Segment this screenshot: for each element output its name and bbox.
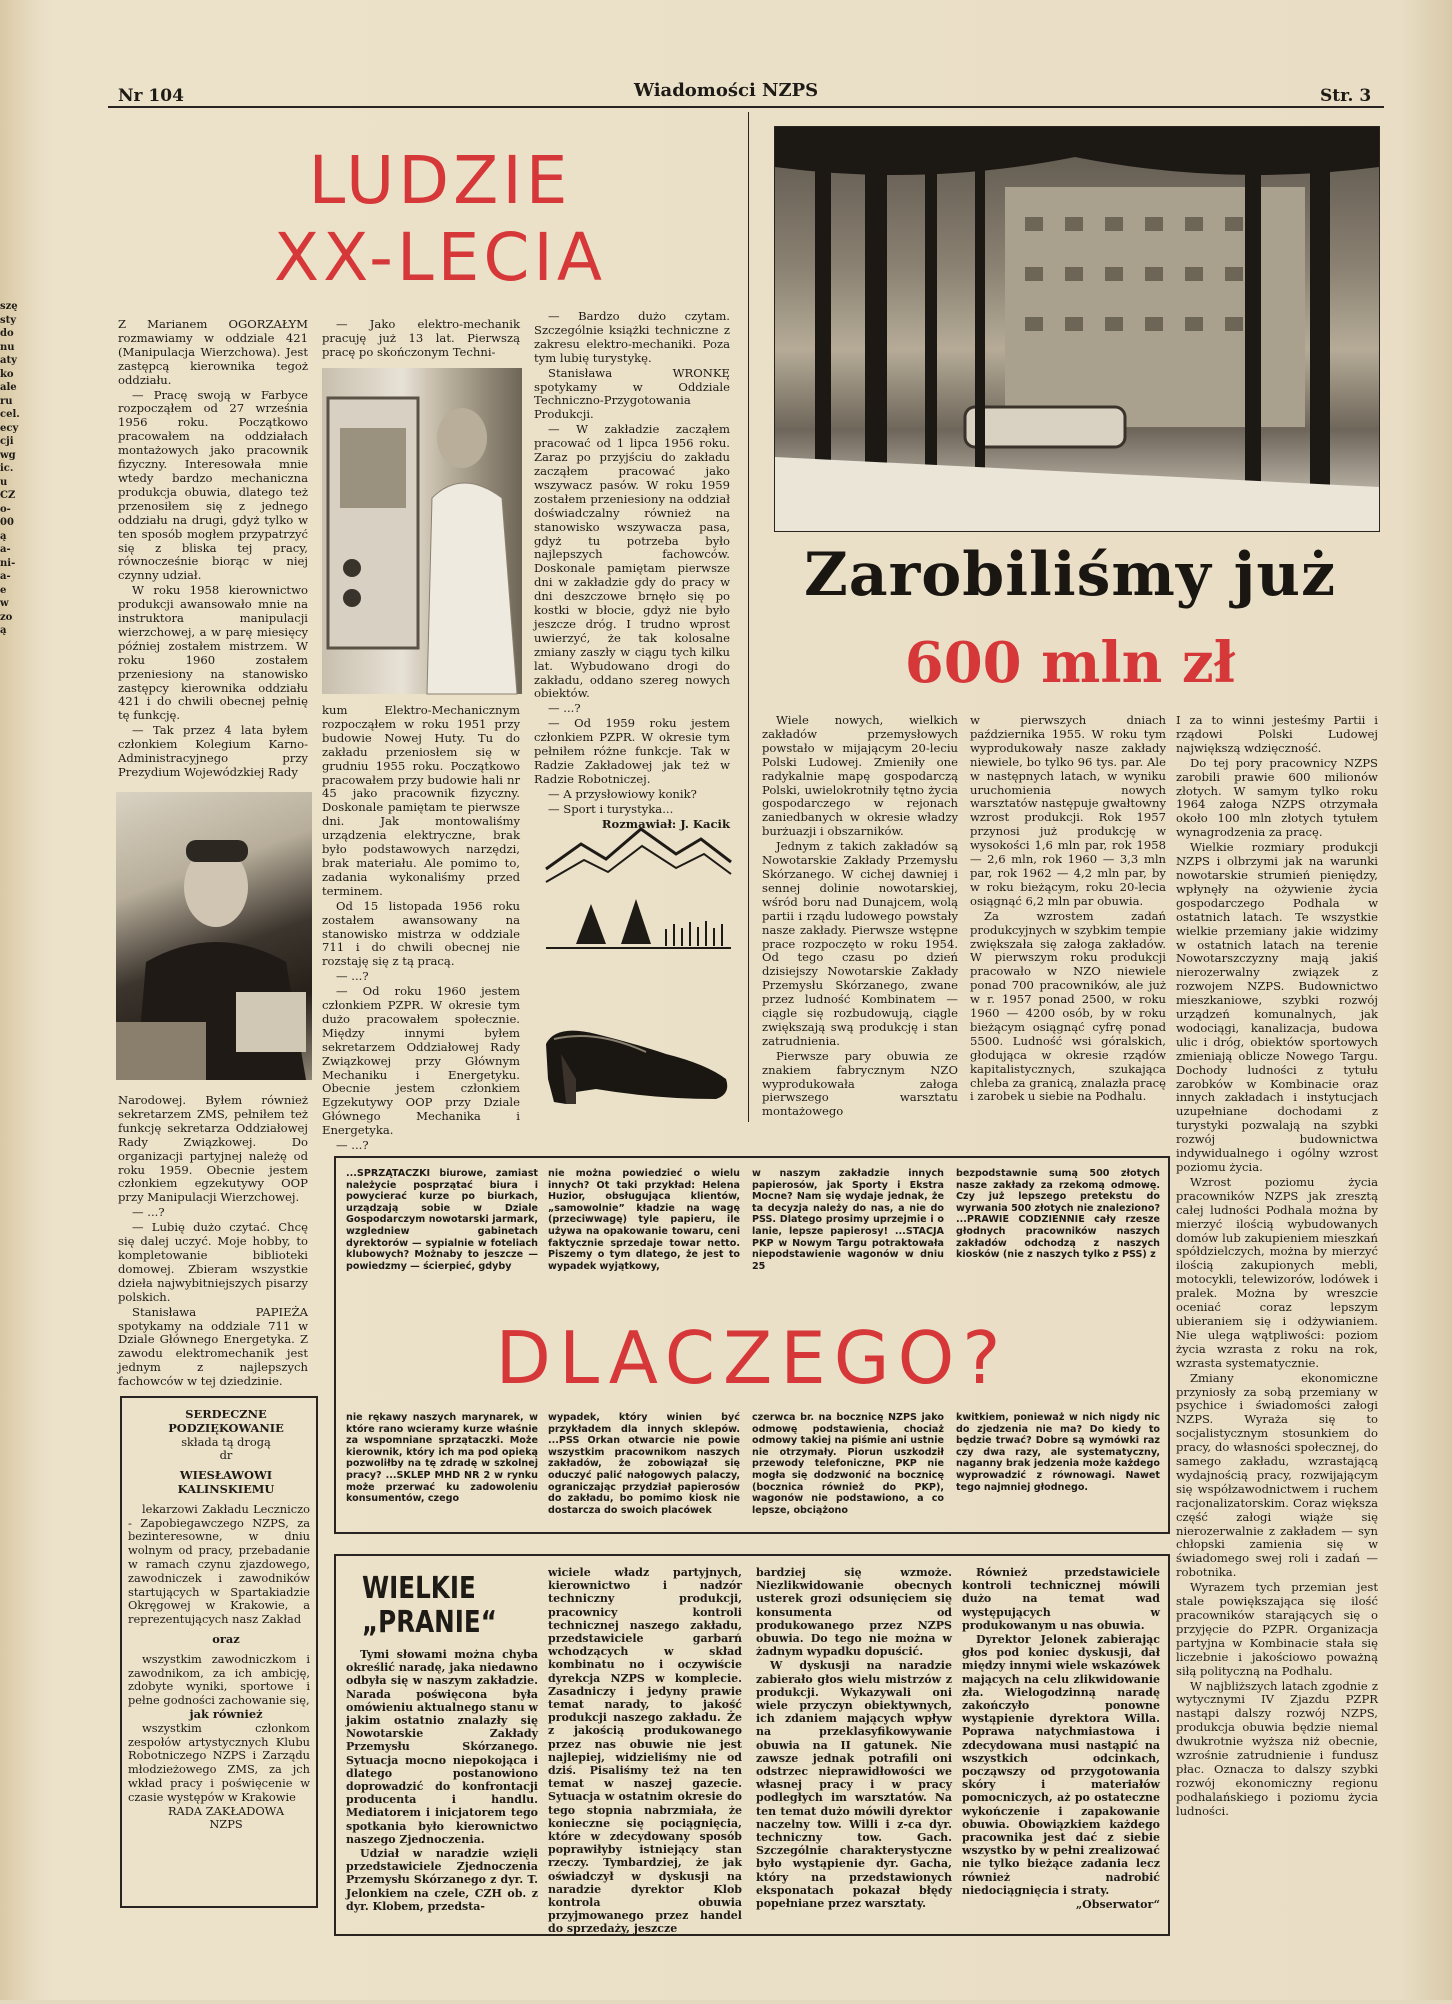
paragraph: Wielkie rozmiary produkcji NZPS i olbrzymi jak na warunki nowotarskie strumień pieniędzy, wpłynęły na ożywienie życia gospodarczego Podhala w ostatnich latach. Te wszystkie wielkie przemiany jakie widzimy w ostatnich latach na terenie Nowotarszczyzny mają jakiś nierozerwalny związek z rozwojem NZPS. Budownictwo mieszkaniowe, szybki rozwój urządzeń komunalnych, jak wodociągi, kanalizacja, budowa ulic i dróg, obiektów sportowych zmieniają oblicze Nowego Targu. Dochody ludności z tytułu zarobków w Kombinacie oraz innych zakładach i instytucjach uzupełniane dochodami z turystyki pozwalają na szybki rozwój budownictwa indywidualnego i ogólny wzrost poziomu życia. — [1176, 840, 1378, 1174]
paragraph: W dyskusji na naradzie zabierało głos wielu mistrzów z produkcji. Wykazywali oni wiele przyczyn obiektywnych, ich zdaniem mających wpływ na przeklasyfikowywanie obuwia na II gatunek. Nie zawsze jednak potrafili oni odstrzec nieprawidłowości we własnej pracy i w pracy podległych im warsztatów. Na ten temat dużo mówili dyrektor naczelny tow. Willi i z-ca dyr. techniczny tow. Gach. Szczególnie charakterystyczne było wystąpienie dyr. Gacha, który na przedstawionych eksponatach pokazał błędy popełniane przez warsztaty. — [756, 1659, 952, 1911]
zarobilismy-column-1 — [762, 714, 958, 1134]
paragraph: Za wzrostem zadań produkcyjnych w szybkim tempie zwiększała się załoga zakładów. W pierwszym roku produkcji pracowało w NZO niewiele ponad 700 pracowników, ale już w r. 1957 ponad 2500, w roku 1960 — 4200 osób, by w roku bieżącym osiągnąć cyfrę ponad 5500. Ludność wsi góralskich, głodująca w okresie rządów kapitalistycznych, szukająca chleba za granicą, znalazła pracę i zarobek u siebie na Podhalu. — [970, 908, 1166, 1104]
issue-number: Nr 104 — [118, 86, 184, 106]
paragraph: — W zakładzie zacząłem pracować od 1 lipca 1956 roku. Zaraz po przyjściu do zakładu zacząłem pracować jako wszywacz pasów. W roku 1959 zostałem przeniesiony na oddział doświadczalny również na stanowisko wszywacza pasa, gdyż tu potrzeba było najlepszych fachowców. Doskonale pamiętam pierwsze dni w zakładzie gdy do pracy w dni deszczowe brnęło się po kostki w błocie, gdyż nie było jeszcze dróg. I trudno wprost uwierzyć, że tak kolosalne zmiany zaszły w ciągu tych kilku lat. Wybudowano drogi do zakładu, oddano szereg nowych obiektów. — [534, 422, 730, 701]
mountains-illustration — [536, 824, 736, 954]
dlaczego-top-column-3: w naszym zakładzie innych papierosów, jak Sporty i Ekstra Mocne? Nam się wydaje jednak, że ta decyzja należy do nas, a nie do PSS. Dlatego prosimy uprzejmie i o lanie, lepsze papierosy! ...STACJA PKP w Nowym Targu potraktowała niepodstawienie wagonów w dniu 25 — [752, 1168, 944, 1272]
paragraph: W najbliższych latach zgodnie z wytycznymi IV Zjazdu PZPR nastąpi dalszy rozwój NZPS, produkcja obuwia będzie niemal dwukrotnie wyższa niż obecnie, wzrośnie zatrudnienie i fundusz płac. Oznacza to dalszy szybki rozwój ekonomiczny regionu podhalańskiego i poziomu życia ludności. — [1176, 1678, 1378, 1818]
paragraph: — Lubię dużo czytać. Chcę się dalej uczyć. Moje hobby, to kompletowanie biblioteki domowej. Zbieram wszystkie dzieła najwybitniejszych pisarzy polskich. — [118, 1220, 308, 1304]
dlaczego-top-column-1: ...SPRZĄTACZKI biurowe, zamiast należycie posprzątać biura i powycierać kurze po biurkach, urządzają sobie w Dziale Gospodarczym nowotarski jarmark, wzgledniew gabinetach dyrektorów — sypialnie w foteliach klubowych? Możnaby to jeszcze — powiedzmy — ścierpieć, gdyby — [346, 1168, 538, 1272]
paragraph: Zmiany ekonomiczne przyniosły za sobą przemiany w psychice i świadomości załogi NZPS. Wyraża się to socjalistycznym stosunkiem do pracy, do własności społecznej, do samego zakładu, wzrastającą wydajnością pracy, rozwijającym się współzawodnictwem i ruchem racjonalizatorskim. Coraz większa część załogi wiąże się nierozerwalnie z zakładem — syn chłopski zamienia się w świadomego swej roli i zadań — robotnika. — [1176, 1370, 1378, 1580]
pranie-title-line1: WIELKIE — [362, 1571, 476, 1606]
newspaper-title: Wiadomości NZPS — [633, 80, 819, 101]
pranie-column-2 — [548, 1566, 742, 1936]
dlaczego-title: DLACZEGO? — [495, 1316, 1009, 1400]
dlaczego-top-column-4: bezpodstawnie sumą 500 złotych nasze zakłady za rzekomą odmowę. Czy już lepszego pretekstu do wyrwania 500 złotych nie znaleziono? ...PRAWIE CODZIENNIE cały rzesze głodnych pracowników naszych zakładów odchodzą z naszych kiosków (nie z naszych tylko z PSS) z — [956, 1168, 1161, 1261]
thanks-paragraph-1: lekarzowi Zakładu Leczniczo - Zapobiegawczego NZPS, za bezinteresowne, w dniu wolnym od pracy, przebadanie w ramach czynu zjazdowego, zawodniczek i zawodników startujących w Spartakiadzie Okręgowej w Krakowie, a reprezentujących nasz Zakład — [128, 1501, 310, 1627]
zarobilismy-title-line1: Zarobiliśmy już — [803, 540, 1337, 610]
ludzie-column-1 — [118, 318, 308, 778]
thanks-title-dr: dr — [219, 1448, 233, 1463]
paragraph: Jednym z takich zakładów są Nowotarskie Zakłady Przemysłu Skórzanego. W cichej dawniej i sennej dolinie nowotarskiej, wśród boru nad Dunajcem, wolą partii i rządu ludowego powstały nasze zakłady. Pierwsze wstępne prace rozpoczęto w roku 1954. Od tego czasu po dzień dzisiejszy Nowotarskie Zakłady Przemysłu Skórzanego, zwane przez ludność Kombinatem — ciągle się rozbudowują, ciągle zwiększają swą produkcję i stan zatrudnienia. — [762, 839, 958, 1048]
ludzie-title-line2: XX-LECIA — [273, 219, 607, 296]
photo-marian-ogorzaly — [322, 368, 522, 694]
zarobilismy-column-2 — [970, 714, 1166, 1134]
paragraph: — Bardzo dużo czytam. Szczególnie książki techniczne z zakresu elektro-mechaniki. Poza tym lubię turystykę. — [534, 309, 730, 365]
shoe-illustration — [536, 984, 736, 1124]
photo-factory-forest — [774, 126, 1380, 532]
paragraph: Do tej pory pracownicy NZPS zarobili prawie 600 milionów złotych. W samym tylko roku 1964 załoga NZPS otrzymała około 100 mln złotych tytułem wynagrodzenia za pracę. — [1176, 755, 1378, 840]
ludzie-column-3 — [534, 309, 730, 831]
paragraph: Tymi słowami można chyba określić naradę, jaka niedawno odbyła się w naszym zakładzie. Narada poświęcona była omówieniu aktualnego stanu w jakim ostatnio znalazły się Nowotarskie Zakłady Przemysłu Skórzanego. Sytuacja mocno niepokojąca i dlatego postanowiono doprowadzić do konfrontacji producenta i handlu. Mediatorem i inicjatorem tego spotkania było kierownictwo naszego Zjednoczenia. — [346, 1648, 538, 1846]
paragraph: Od 15 listopada 1956 roku zostałem awansowany na stanowisko mistrza w oddziale 711 i do chwili obecnej nie rozstaję się z tą pracą. — [322, 898, 520, 969]
pranie-column-1 — [346, 1648, 538, 1928]
photo-stanislaw-papiez — [116, 792, 312, 1080]
paragraph: Również przedstawiciele kontroli technicznej mówili dużo na temat wad występujących w produkowanym u nas obuwia. — [962, 1566, 1160, 1632]
paragraph: kum Elektro-Mechanicznym rozpocząłem w roku 1951 przy budowie Nowej Huty. Tu do zakładu przeniosłem się w grudniu 1955 roku. Początkowo pracowałem przy budowie hali nr 45 jako pracownik fizyczny. Doskonale pamiętam te pierwsze dni. Jak montowaliśmy urządzenia elektryczne, brak było podstawowych narzędzi, brak materiału. Ale pomimo to, zadania wykonaliśmy przed terminem. — [322, 703, 520, 898]
paragraph: — ...? — [336, 1138, 369, 1153]
pranie-column-3 — [756, 1566, 952, 1928]
paragraph: w pierwszych dniach października 1955. W roku tym wyprodukowały nasze zakłady niewiele, bo tylko 96 tys. par. Ale w następnych latach, w wyniku uruchomienia nowych warsztatów następuje gwałtowny wzrost produkcji. Rok 1957 przynosi już produkcję w wysokości 1,6 mln par, rok 1958 — 2,6 mln, rok 1960 — 3,3 mln par, rok 1962 — 4,2 mln par, by w roku bieżącym, roku 20-lecia osiągnąć 6,2 mln par obuwia. — [970, 713, 1166, 908]
workshop-illustration — [322, 368, 522, 694]
thanks-oraz: oraz — [212, 1631, 240, 1646]
paragraph: — Od 1959 roku jestem członkiem PZPR. W okresie tym pełniłem różne funkcje. Tak w Radzie Zakładowej jak też w Radzie Robotniczej. — [534, 716, 730, 786]
paragraph: Wzrost poziomu życia pracowników NZPS jak zresztą całej ludności Podhala można by mierzyć ilością wybudowanych domów lub zakupieniem mieszkań spółdzielczych, można by mierzyć ilością zakupionych mebli, motocykli, telewizorów, lodówek i pralek. Można by wreszcie oceniać coraz lepszym ubieraniem się i odżywianiem. Nie ulega wątpliwości: poziom życia wzrasta z roku na rok, wzrasta systematycznie. — [1176, 1174, 1378, 1370]
thanks-title-line2: PODZIĘKOWANIE — [168, 1420, 284, 1435]
paragraph: Dyrektor Jelonek zabierając głos pod koniec dyskusji, dał między innymi wiele wskazówek mających na celu zlikwidowanie zła. Wielogodzinną naradę zakończyło ponowne wystąpienie dyrektora Willa. Poprawa natychmiastowa i zdecydowana musi nastąpić na wszystkich odcinkach, począwszy od przygotowania skóry i materiałów pomocniczych, aż po ostateczne wykończenie i zapakowanie obuwia. Obowiązkiem każdego pracownika jest dać z siebie wszystko by w pełni zrealizować nie tylko bieżące zadania lecz również nadrobić niedociągnięcia i straty. — [962, 1633, 1160, 1897]
paragraph: Pierwsze pary obuwia ze znakiem fabrycznym NZO wyprodukowała załoga pierwszego warsztatu montażowego — [762, 1048, 958, 1119]
thanks-signature-line2: NZPS — [209, 1817, 243, 1832]
paragraph: — ...? — [548, 701, 581, 716]
shoe-drawing — [536, 984, 736, 1124]
paragraph: — Sport i turystyka... — [548, 801, 674, 816]
thanks-content — [128, 1408, 310, 1902]
dlaczego-bottom-column-1: nie rękawy naszych marynarek, w które rano wcieramy kurze właśnie za wspomniane sprzątaczki. Może kierownik, który ich ma pod opieką pozwoliłby na tę zdradę w szkolnej pracy? ...SKLEP MHD NR 2 w rynku może przerwać ku zadowoleniu konsumentów, czego — [346, 1412, 538, 1505]
pranie-column-4 — [962, 1566, 1160, 1928]
mountains-drawing — [536, 824, 736, 954]
paragraph: — Tak przez 4 lata byłem członkiem Kolegium Karno-Administracyjnego przy Prezydium Wojewódzkiej Rady — [118, 723, 308, 779]
ludzie-column-2 — [322, 318, 520, 362]
pranie-title-line2: „PRANIE“ — [362, 1605, 497, 1640]
paragraph: W roku 1958 kierownictwo produkcji awansowało mnie na instruktora manipulacji wierzchowej, a w parę miesięcy później zostałem mistrzem. W roku 1960 zostałem przeniesiony na stanowisko zastępcy kierownika oddziału 421 i do chwili obecnej pełnię tę funkcję. — [118, 583, 308, 723]
page-number: Str. 3 — [1320, 86, 1372, 106]
thanks-jak-rowniez: jak również — [189, 1706, 263, 1721]
paragraph: Wiele nowych, wielkich zakładów przemysłowych powstało w mijającym 20-leciu Polski Ludowej. Zmieniły one radykalnie mapę gospodarczą Polski, uwielokrotniły tętno życia gospodarczego w rejonach zaniedbanych w okresie władzy burżuazji i obszarników. — [762, 713, 958, 839]
ludzie-title-line1: LUDZIE — [308, 142, 572, 219]
paragraph: Stanisława WRONKĘ spotykamy w Oddziale Techniczno-Przygotowania Produkcji. — [534, 365, 730, 422]
thanks-signature-line1: RADA ZAKŁADOWA — [167, 1803, 285, 1818]
paragraph: Udział w naradzie wzięli przedstawiciele Zjednoczenia Przemysłu Skórzanego z dyr. T. Jelonkiem na czele, CZH ob. z dyr. Klobem, przedsta- — [346, 1847, 538, 1913]
ludzie-column-1-continued — [118, 1093, 308, 1389]
paragraph: bardziej się wzmoże. Niezlikwidowanie obecnych usterek grozi odsunięciem się konsumenta od produkowanego przez NZPS obuwia. Do tego nie można w żadnym wypadku dopuścić. — [756, 1566, 952, 1659]
zarobilismy-title-line2: 600 mln zł — [904, 630, 1236, 696]
author-signature: Rozmawiał: J. Kacik — [601, 816, 730, 831]
paragraph: — ...? — [132, 1205, 165, 1220]
column-rule — [748, 112, 749, 1122]
paragraph: Stanisława PAPIEŻA spotykamy na oddziale 711 w Dziale Głównego Energetyka. Z zawodu elektromechanik jest jednym z najlepszych fachowców w tej dziedzinie. — [118, 1304, 308, 1389]
thanks-title-line1: SERDECZNE — [185, 1407, 267, 1421]
paragraph: Wyrazem tych przemian jest stale powiększająca się ilość pracowników starających się o przyjęcie do PZPR. Organizacja partyjna w Kombinacie stała się liczebnie i jakościowo poważną siłą polityczną na Podhalu. — [1176, 1580, 1378, 1678]
ludzie-column-2-continued — [322, 703, 520, 1153]
left-edge-fragment: szę sty do nu aty ko ale ru cel. ecy cji wg ic. u CZ o- 00 ą a- ni- a- e w zo ą — [0, 301, 20, 636]
thanks-name-line2: KALINSKIEMU — [177, 1481, 275, 1496]
zarobilismy-column-3 — [1176, 714, 1378, 2004]
paragraph: I za to winni jesteśmy Partii i rządowi Polski Ludowej największą wdzięczność. — [1176, 713, 1378, 755]
dlaczego-bottom-column-3: czerwca br. na bocznicę NZPS jako odmowę podstawienia, chociaż odmowy takiej na piśmie ani ustnie nie otrzymały. Piorun uszkodził przewody telefoniczne, PKP nie mogła się dodzwonić na bocznicę (bocznica również do PKP), wagonów nie podstawiono, a co lepsze, obciążono — [752, 1412, 944, 1516]
dlaczego-bottom-column-2: wypadek, który winien być przykładem dla innych sklepów. ...PSS Orkan otwarcie nie powie wszystkim pracownikom naszych zakładów, że zobowiązał się oduczyć palić nałogowych palaczy, ograniczając przydział papierosów do zakładu, bo pomimo kiosk nie dostarcza do swoich placówek — [548, 1412, 740, 1516]
dlaczego-bottom-column-4: kwitkiem, ponieważ w nich nigdy nic do zjedzenia nie ma? Do kiedy to będzie trwać? Dobre są wymówki raz czy dwa razy, ale systematyczny, naganny brak jedzenia może każdego wyprowadzić z równowagi. Nawet tego najmniej głodnego. — [956, 1412, 1160, 1493]
forest-illustration — [775, 127, 1379, 531]
header-rule — [108, 106, 1384, 108]
thanks-paragraph-3: wszystkim członkom zespołów artystycznych Klubu Robotniczego NZPS i Zarządu młodzieżowego ZMS, za jch wkład pracy i poświęcenie w czasie występów w Krakowie — [128, 1720, 310, 1804]
paragraph: — Jako elektro-mechanik pracuję już 13 lat. Pierwszą pracę po skończonym Techni- — [322, 317, 520, 359]
paragraph: — A przysłowiowy konik? — [548, 786, 697, 801]
paragraph: Narodowej. Byłem również sekretarzem ZMS, pełniłem też funkcję sekretarza Oddziałowej Rady Związkowej. Do organizacji partyjnej należę od roku 1959. Obecnie jestem członkiem egzekutywy OOP przy Manipulacji Wierzchowej. — [118, 1093, 308, 1205]
paragraph: wiciele władz partyjnych, kierownictwo i nadzór techniczny produkcji, pracownicy kontroli technicznej naszego zakładu, przedstawiciele garbarń wchodzących w skład kombinatu no i oczywiście dyrekcja NZPS w komplecie. Zasadniczy i jedyny prawie temat narady, to jakość produkcji naszego zakładu. Że z jakością produkowanego przez nas obuwie nie jest najlepiej, widzieliśmy nie od dziś. Pisaliśmy też na ten temat w naszej gazecie. Sytuacja w ostatnim okresie do tego stopnia nabrzmiała, że konieczne się pociągnięcia, które w zdecydowany sposób poprawiłyby istniejący stan rzeczy. Tymbardziej, że jak oświadczył w dyskusji na naradzie dyrektor Klob kontrola obuwia przyjmowanego przez handel do sprzedaży, jeszcze — [548, 1566, 742, 1936]
paragraph: Z Marianem OGORZAŁYM rozmawiamy w oddziale 421 (Manipulacja Wierzchowa). Jest zastępcą kierownika tegoż oddziału. — [118, 317, 308, 387]
portrait-illustration — [116, 792, 312, 1080]
dlaczego-top-column-2: nie można powiedzieć o wielu innych? Ot taki przykład: Helena Huzior, obsługująca klientów, „samowolnie” kładzie na wagę (przeciwwagę) tyle papieru, ile używa na opakowanie towaru, ceni faktycznie sprzedaje towar netto. Piszemy o tym dlatego, że jest to wypadek wyjątkowy, — [548, 1168, 740, 1272]
thanks-paragraph-2: wszystkim zawodniczkom i zawodnikom, za ich ambicję, zdobyte wyniki, sportowe i pełne godności zachowanie się, — [128, 1651, 310, 1708]
paragraph: — Od roku 1960 jestem członkiem PZPR. W okresie tym dużo pracowałem społecznie. Między innymi byłem sekretarzem Oddziałowej Rady Związkowej przy Głównym Mechaniku i Energetyku. Obecnie jestem członkiem Egzekutywy OOP przy Dziale Głównego Mechanika i Energetyka. — [322, 984, 520, 1138]
thanks-name-line1: WIESŁAWOWI — [179, 1468, 273, 1483]
author-signature: „Obserwator“ — [1075, 1898, 1160, 1912]
thanks-intro: składa tą drogą — [181, 1434, 271, 1449]
paragraph: — Pracę swoją w Farbyce rozpocząłem od 27 września 1956 roku. Początkowo pracowałem na oddziałach montażowych jako pracownik fizyczny. Interesowała mnie wtedy bardzo mechaniczna produkcja obuwia, dlatego też przenosiłem się z jednego oddziału na drugi, gdyż tylko w ten sposób mogłem przypatrzyć się z bliska tej pracy, równocześnie biorąc w niej czynny udział. — [118, 387, 308, 583]
paragraph: — ...? — [336, 969, 369, 984]
